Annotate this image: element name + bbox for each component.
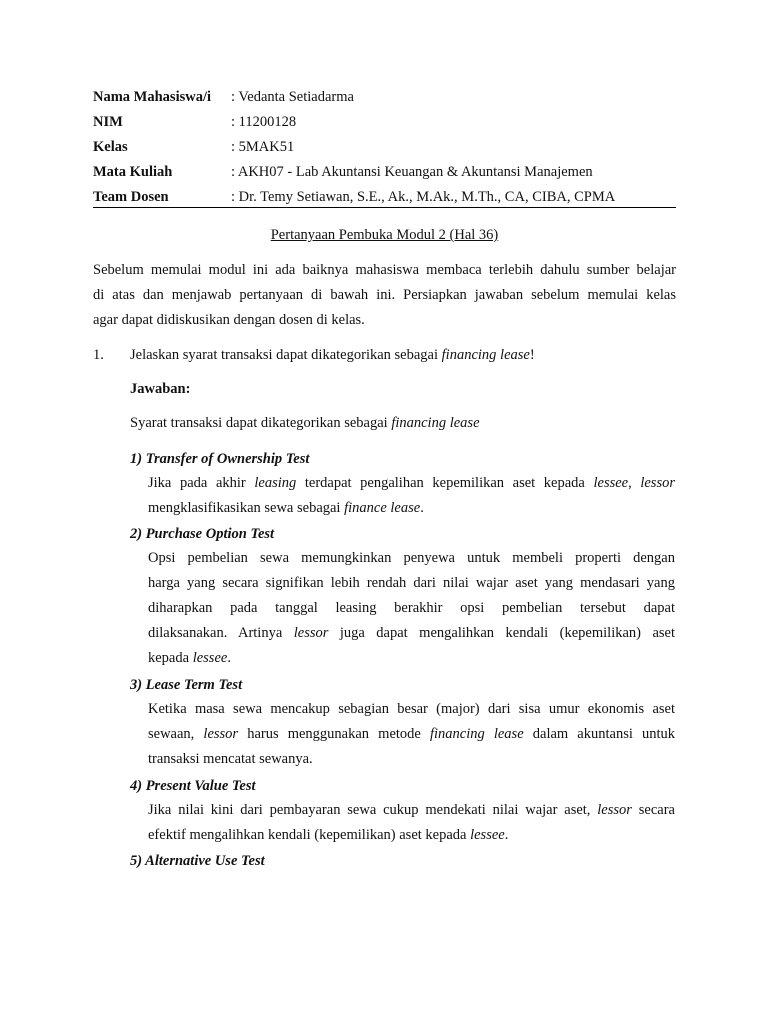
text-run: dalam akuntansi untuk (523, 726, 676, 742)
info-row-nim (93, 110, 676, 135)
text-run: efektif mengalihkan kendali (kepemilikan) aset kepada (148, 827, 471, 843)
item-body-lease-term (148, 697, 675, 772)
text-run: harga yang secara signifikan lebih rendah dari nilai wajar aset yang mendasari yang (148, 575, 675, 591)
item-title-present-value: 4) Present Value Test (130, 778, 256, 794)
name-label: Nama Mahasiswa/i (93, 89, 212, 105)
text-run: kepada (148, 650, 193, 666)
question-text-italic: financing lease (441, 347, 530, 363)
item-body-line (148, 747, 675, 772)
item-body-line (148, 496, 675, 521)
item-body-line (148, 596, 675, 621)
answer-lead (130, 413, 480, 433)
text-run: . (227, 650, 231, 666)
italic-term: lessor (640, 475, 675, 491)
text-run: Opsi pembelian sewa memungkinkan penyewa untuk membeli properti dengan (148, 550, 675, 566)
question-text-start: Jelaskan syarat transaksi dapat dikategorikan sebagai (130, 347, 442, 363)
text-run: Ketika masa sewa mencakup sebagian besar (major) dari sisa umur ekonomis aset (148, 701, 675, 717)
italic-term: lessee (470, 827, 505, 843)
nim-label: NIM (93, 114, 123, 130)
item-body-line (148, 471, 675, 496)
item-body-line (148, 722, 675, 747)
class-label: Kelas (93, 139, 128, 155)
header-divider (93, 207, 676, 208)
course-label: Mata Kuliah (93, 164, 173, 180)
text-run: diharapkan pada tanggal leasing berakhir opsi pembelian tersebut dapat (148, 600, 675, 616)
item-title-alternative-use: 5) Alternative Use Test (130, 853, 265, 869)
intro-paragraph (93, 258, 676, 333)
italic-term: lessor (293, 625, 329, 641)
italic-term: lessor (203, 726, 239, 742)
item-body-line (148, 646, 675, 671)
text-run: secara (631, 802, 675, 818)
text-run: dilaksanakan. Artinya (148, 625, 294, 641)
item-body-present-value (148, 798, 675, 848)
item-body-line (148, 798, 675, 823)
item-body-line (148, 823, 675, 848)
text-run: harus menggunakan metode (238, 726, 430, 742)
item-body-line (148, 621, 675, 646)
text-run: transaksi mencatat sewanya. (148, 751, 313, 767)
text-run: juga dapat mengalihkan kendali (kepemilikan) aset (328, 625, 676, 641)
question-number: 1. (93, 347, 104, 363)
info-row-course (93, 160, 676, 185)
name-value: : Vedanta Setiadarma (231, 89, 354, 105)
intro-line: agar dapat didiskusikan dengan dosen di kelas. (93, 312, 365, 328)
question-text (130, 345, 535, 365)
text-run: sewaan, (148, 726, 204, 742)
text-run: mengklasifikasikan sewa sebagai (148, 500, 345, 516)
question-text-end: ! (529, 347, 535, 363)
document-title: Pertanyaan Pembuka Modul 2 (Hal 36) (270, 227, 499, 243)
italic-term: finance lease (344, 500, 421, 516)
italic-term: leasing (254, 475, 297, 491)
answer-lead-text: Syarat transaksi dapat dikategorikan sebagai (130, 415, 392, 431)
item-title-lease-term: 3) Lease Term Test (130, 677, 243, 693)
text-run: . (420, 500, 424, 516)
item-body-transfer-ownership (148, 471, 675, 521)
course-value: : AKH07 - Lab Akuntansi Keuangan & Akuntansi Manajemen (231, 164, 593, 180)
lecturer-label: Team Dosen (93, 189, 169, 205)
text-run: Jika nilai kini dari pembayaran sewa cukup mendekati nilai wajar aset, (148, 802, 598, 818)
text-run: terdapat pengalihan kepemilikan aset kepada (296, 475, 594, 491)
italic-term: lessor (597, 802, 632, 818)
text-run: . (504, 827, 509, 843)
item-body-line (148, 571, 675, 596)
italic-term: financing lease (429, 726, 524, 742)
italic-term: lessee (192, 650, 228, 666)
intro-line: di atas dan menjawab pertanyaan di bawah ini. Persiapkan jawaban sebelum memulai kelas (93, 287, 676, 303)
class-value: : 5MAK51 (231, 139, 295, 155)
info-row-name (93, 85, 676, 110)
item-body-purchase-option (148, 546, 675, 671)
text-run: , (628, 475, 641, 491)
intro-line: Sebelum memulai modul ini ada baiknya mahasiswa membaca terlebih dahulu sumber belajar (93, 262, 676, 278)
info-row-class (93, 135, 676, 160)
lecturer-value: : Dr. Temy Setiawan, S.E., Ak., M.Ak., M.Th., CA, CIBA, CPMA (231, 189, 616, 205)
answer-label: Jawaban: (130, 381, 191, 397)
item-body-line (148, 546, 675, 571)
nim-value: : 11200128 (231, 114, 297, 130)
italic-term: lessee (593, 475, 629, 491)
answer-lead-italic: financing lease (391, 415, 480, 431)
student-info (93, 85, 676, 210)
text-run: Jika pada akhir (148, 475, 255, 491)
item-title-purchase-option: 2) Purchase Option Test (130, 526, 275, 542)
item-body-line (148, 697, 675, 722)
item-title-transfer-ownership: 1) Transfer of Ownership Test (130, 451, 310, 467)
